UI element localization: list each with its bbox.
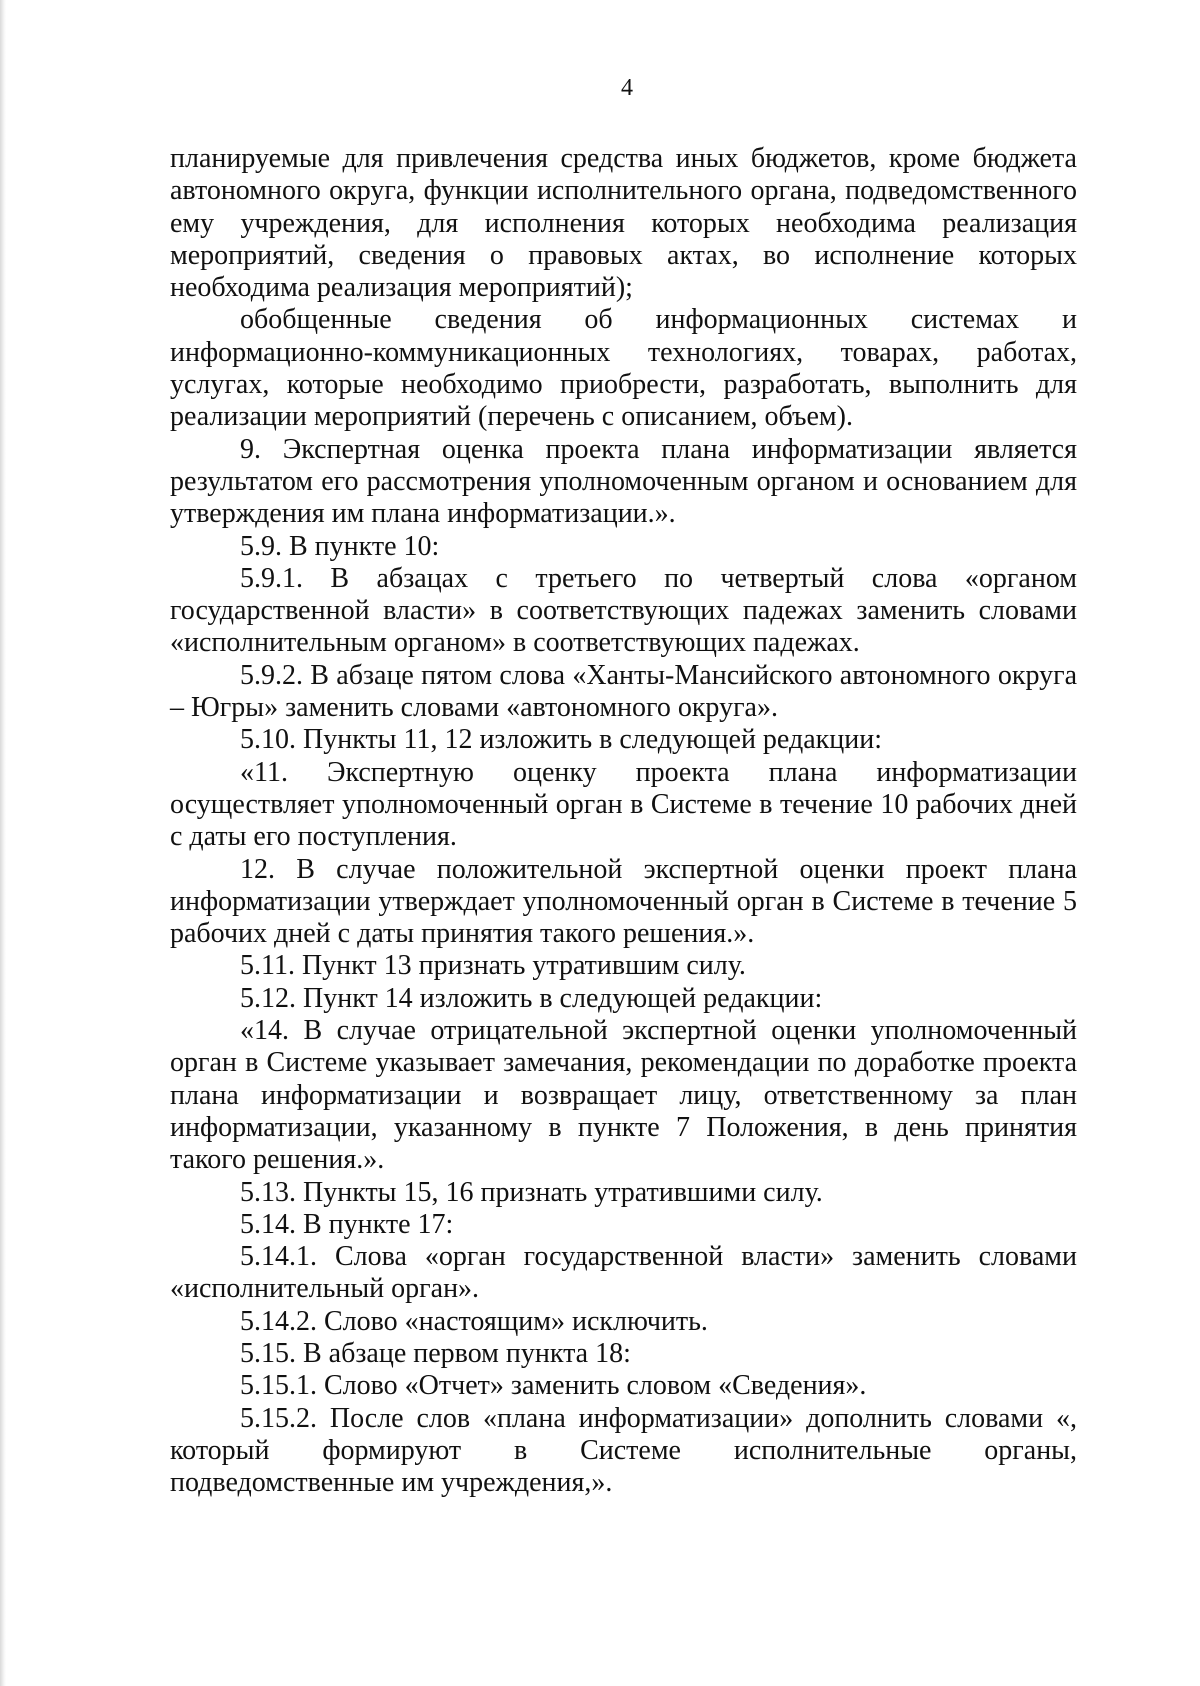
paragraph-5-14-1: 5.14.1. Слова «орган государственной власти» заменить словами «исполнительный орган».	[170, 1241, 1077, 1305]
paragraph-item-9: 9. Экспертная оценка проекта плана информатизации является результатом его рассмотрения уполномоченным органом и основанием для утверждения им плана информатизации.».	[170, 433, 1077, 530]
document-body	[170, 143, 1077, 1499]
paragraph-planned-funds: планируемые для привлечения средства иных бюджетов, кроме бюджета автономного округа, функции исполнительного органа, подведомственного ему учреждения, для исполнения которых необходима реализация мероприятий, сведения о правовых актах, во исполнение которых необходима реализация мероприятий);	[170, 143, 1077, 304]
paragraph-5-12: 5.12. Пункт 14 изложить в следующей редакции:	[240, 982, 823, 1014]
paragraph-5-10: 5.10. Пункты 11, 12 изложить в следующей редакции:	[240, 724, 882, 756]
paragraph-5-9: 5.9. В пункте 10:	[240, 530, 440, 562]
page-number: 4	[621, 75, 633, 101]
paragraph-summary-info: обобщенные сведения об информационных системах и информационно-коммуникационных технологиях, товарах, работах, услугах, которые необходимо приобрести, разработать, выполнить для реализации мероприятий (перечень с описанием, объем).	[170, 304, 1077, 433]
paragraph-5-15-2: 5.15.2. После слов «плана информатизации» дополнить словами «, который формируют в Системе исполнительные органы, подведомственные им учреждения,».	[170, 1402, 1077, 1499]
paragraph-5-14: 5.14. В пункте 17:	[240, 1208, 454, 1240]
paragraph-5-9-1: 5.9.1. В абзацах с третьего по четвертый слова «органом государственной власти» в соответствующих падежах заменить словами «исполнительным органом» в соответствующих падежах.	[170, 562, 1077, 659]
paragraph-5-13: 5.13. Пункты 15, 16 признать утратившими силу.	[240, 1176, 823, 1208]
scan-edge-shadow	[0, 0, 6, 1686]
paragraph-5-14-2: 5.14.2. Слово «настоящим» исключить.	[240, 1305, 708, 1337]
paragraph-5-11: 5.11. Пункт 13 признать утратившим силу.	[240, 950, 746, 982]
paragraph-item-12: 12. В случае положительной экспертной оценки проект плана информатизации утверждает уполномоченный орган в Системе в течение 5 рабочих дней с даты принятия такого решения.».	[170, 853, 1077, 950]
paragraph-item-11: «11. Экспертную оценку проекта плана информатизации осуществляет уполномоченный орган в Системе в течение 10 рабочих дней с даты его поступления.	[170, 756, 1077, 853]
paragraph-5-15: 5.15. В абзаце первом пункта 18:	[240, 1337, 631, 1369]
paragraph-item-14: «14. В случае отрицательной экспертной оценки уполномоченный орган в Системе указывает замечания, рекомендации по доработке проекта плана информатизации и возвращает лицу, ответственному за план информатизации, указанному в пункте 7 Положения, в день принятия такого решения.».	[170, 1015, 1077, 1176]
paragraph-5-9-2: 5.9.2. В абзаце пятом слова «Ханты-Мансийского автономного округа – Югры» заменить словами «автономного округа».	[170, 659, 1077, 724]
paragraph-5-15-1: 5.15.1. Слово «Отчет» заменить словом «Сведения».	[240, 1370, 867, 1402]
